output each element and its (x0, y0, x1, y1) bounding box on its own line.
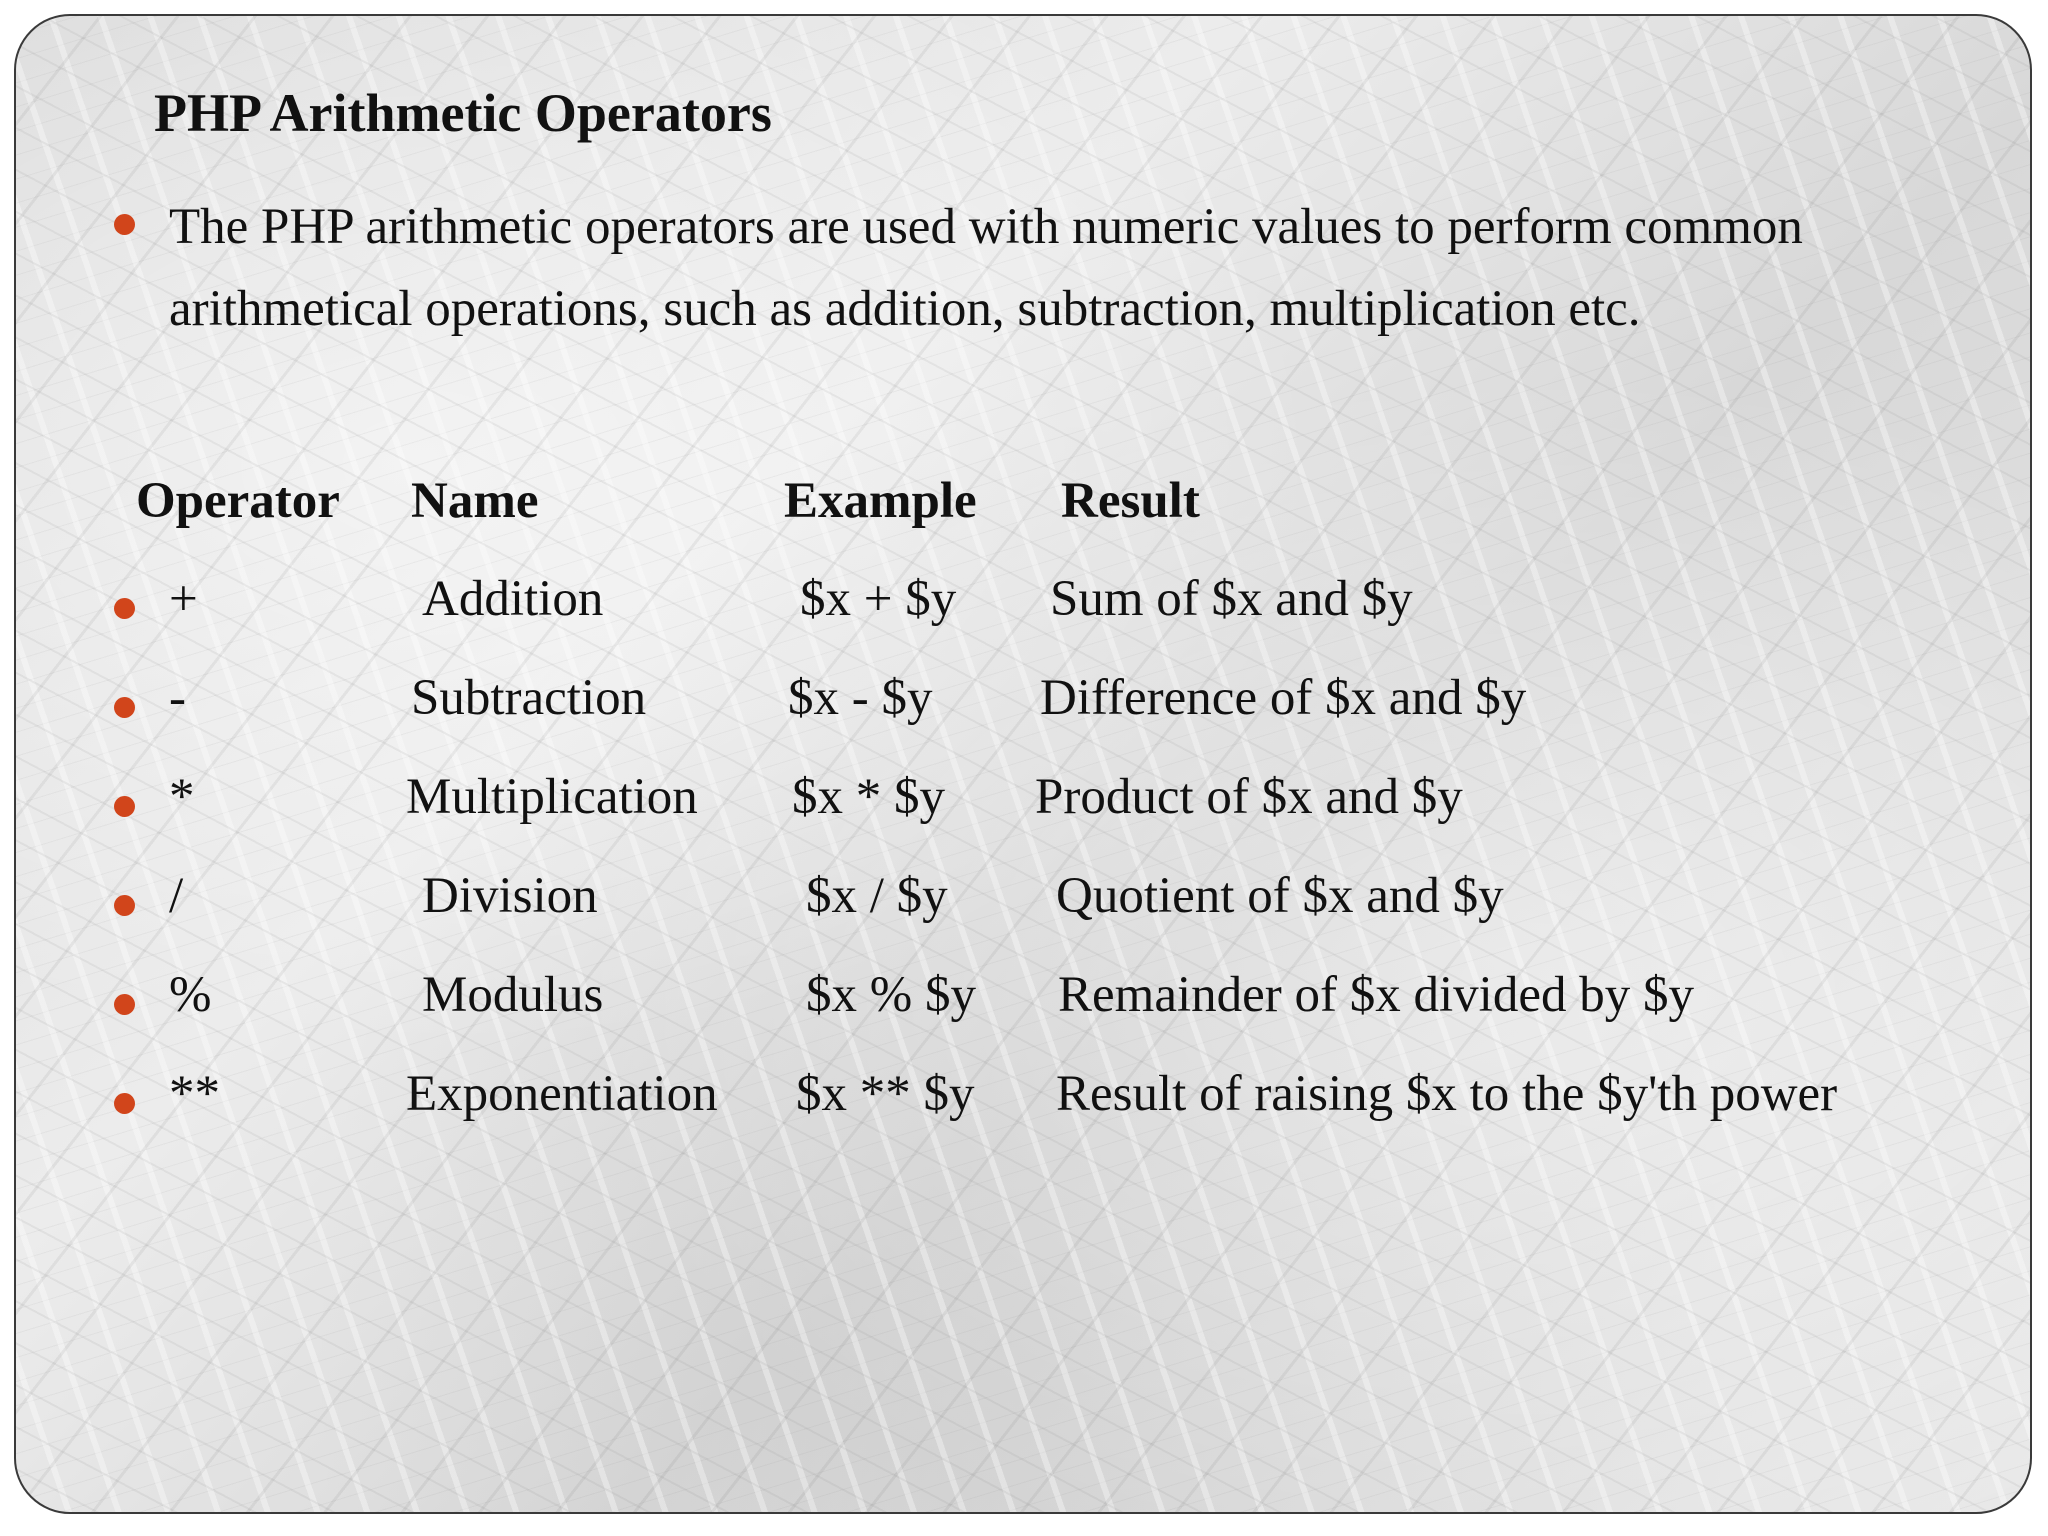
bullet-icon (114, 1093, 135, 1114)
row-name: Exponentiation (406, 1066, 718, 1122)
intro-line-1: The PHP arithmetic operators are used with numeric values to perform common (169, 199, 1803, 255)
bullet-icon (114, 214, 135, 235)
row-example: $x / $y (806, 868, 948, 924)
slide (14, 14, 2032, 1514)
row-result: Result of raising $x to the $y'th power (1056, 1066, 1838, 1122)
bullet-icon (114, 598, 135, 619)
bullet-icon (114, 697, 135, 718)
row-name: Multiplication (406, 769, 698, 825)
bullet-icon (114, 994, 135, 1015)
header-result: Result (1061, 473, 1200, 529)
row-result: Sum of $x and $y (1050, 571, 1413, 627)
row-name: Modulus (422, 967, 604, 1023)
row-operator: + (169, 571, 198, 627)
row-operator: * (169, 769, 195, 825)
row-example: $x + $y (800, 571, 957, 627)
row-operator: % (169, 967, 212, 1023)
intro-paragraph (169, 186, 1969, 350)
row-example: $x ** $y (796, 1066, 975, 1122)
row-result: Difference of $x and $y (1040, 670, 1527, 726)
row-example: $x - $y (788, 670, 933, 726)
row-result: Remainder of $x divided by $y (1058, 967, 1694, 1023)
row-name: Subtraction (411, 670, 647, 726)
intro-line-2: arithmetical operations, such as addition, subtraction, multiplication etc. (169, 281, 1641, 337)
header-example: Example (784, 473, 977, 529)
bullet-icon (114, 895, 135, 916)
row-operator: - (169, 670, 186, 726)
header-operator: Operator (136, 473, 340, 529)
row-operator: ** (169, 1066, 220, 1122)
header-name: Name (411, 473, 539, 529)
row-example: $x * $y (792, 769, 945, 825)
row-result: Product of $x and $y (1035, 769, 1463, 825)
row-result: Quotient of $x and $y (1056, 868, 1504, 924)
row-name: Addition (422, 571, 604, 627)
row-name: Division (422, 868, 598, 924)
bullet-icon (114, 796, 135, 817)
row-example: $x % $y (806, 967, 976, 1023)
row-operator: / (169, 868, 184, 924)
slide-title: PHP Arithmetic Operators (154, 83, 772, 143)
